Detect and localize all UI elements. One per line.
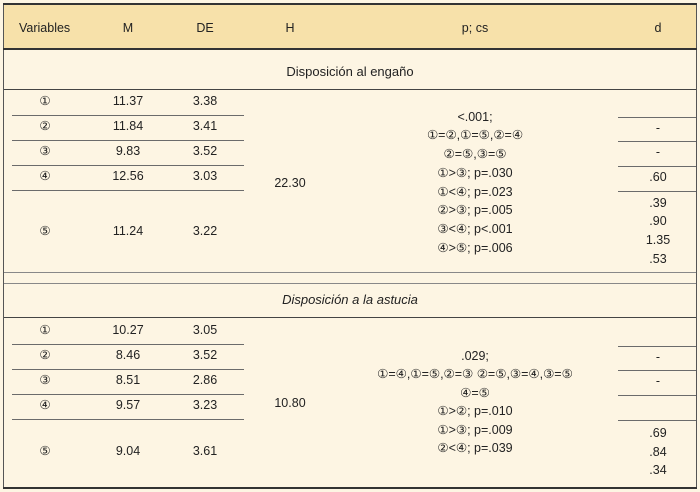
header-bottom-rule <box>3 48 697 50</box>
s1-pcs-5: ①<④; p=.023 <box>437 185 513 199</box>
s1-d-rule-3 <box>618 166 696 167</box>
s1-d-5: .90 <box>649 214 667 228</box>
section1-title: Disposición al engaño <box>286 64 414 79</box>
s2-r1-rule <box>12 344 244 345</box>
s2-r4-m: 9.57 <box>115 398 141 412</box>
s1-d-2: - <box>655 145 661 159</box>
s2-r5-var: ⑤ <box>39 444 51 458</box>
section1-title-rule <box>4 89 696 90</box>
s1-r1-de: 3.38 <box>192 94 218 108</box>
table-bottom-rule <box>3 487 697 489</box>
s1-r3-rule <box>12 165 244 166</box>
header-variables: Variables <box>19 21 71 35</box>
s1-r2-de: 3.41 <box>192 119 218 133</box>
s1-pcs-8: ④>⑤; p=.006 <box>437 241 513 255</box>
s1-r2-rule <box>12 140 244 141</box>
s1-r5-de: 3.22 <box>192 224 218 238</box>
s2-d-1: - <box>655 350 661 364</box>
s1-pcs-6: ②>③; p=.005 <box>437 203 513 217</box>
s2-r2-var: ② <box>39 348 51 362</box>
section2-top-rule <box>4 283 696 284</box>
s2-pcs-3: ④=⑤ <box>460 386 490 400</box>
s1-pcs-1: <.001; <box>457 110 493 124</box>
section2-title: Disposición a la astucia <box>282 292 418 307</box>
s1-d-7: .53 <box>649 252 667 266</box>
header-h: H <box>285 21 295 35</box>
s2-d-4: .84 <box>649 445 667 459</box>
s2-pcs-6: ②<④; p=.039 <box>437 441 513 455</box>
s1-r4-de: 3.03 <box>192 169 218 183</box>
s1-pcs-7: ③<④; p<.001 <box>437 222 513 236</box>
s2-pcs-4: ①>②; p=.010 <box>437 404 513 418</box>
s2-r2-rule <box>12 369 244 370</box>
s1-r3-m: 9.83 <box>115 144 141 158</box>
s1-d-1: - <box>655 121 661 135</box>
s1-d-rule-1 <box>618 117 696 118</box>
s1-d-rule-4 <box>618 191 696 192</box>
s2-d-rule-3 <box>618 395 696 396</box>
s2-d-rule-4 <box>618 420 696 421</box>
s2-r5-m: 9.04 <box>115 444 141 458</box>
s1-r3-de: 3.52 <box>192 144 218 158</box>
s1-r5-m: 11.24 <box>112 224 144 238</box>
s2-r2-m: 8.46 <box>115 348 141 362</box>
s2-pcs-1: .029; <box>461 349 489 363</box>
s1-pcs-2: ①=②,①=⑤,②=④ <box>426 128 524 142</box>
s1-r3-var: ③ <box>39 144 51 158</box>
s2-r3-var: ③ <box>39 373 51 387</box>
s2-d-rule-2 <box>618 370 696 371</box>
s1-pcs-3: ②=⑤,③=⑤ <box>443 147 507 161</box>
s1-r1-m: 11.37 <box>112 94 144 108</box>
header-d: d <box>654 21 662 35</box>
s2-pcs-2: ①=④,①=⑤,②=③ ②=⑤,③=④,③=⑤ <box>377 367 573 381</box>
s1-r2-var: ② <box>39 119 51 133</box>
header-de: DE <box>196 21 214 35</box>
s2-r5-de: 3.61 <box>192 444 218 458</box>
s1-h: 22.30 <box>274 176 306 190</box>
s2-r4-var: ④ <box>39 398 51 412</box>
s2-d-3: .69 <box>649 426 667 440</box>
s2-r1-m: 10.27 <box>112 323 144 337</box>
s2-d-2: - <box>655 374 661 388</box>
s1-r2-m: 11.84 <box>112 119 144 133</box>
s2-h: 10.80 <box>274 396 306 410</box>
s1-r4-m: 12.56 <box>112 169 144 183</box>
s1-r1-var: ① <box>39 94 51 108</box>
s1-r4-rule <box>12 190 244 191</box>
s1-d-6: 1.35 <box>645 233 671 247</box>
s2-d-5: .34 <box>649 463 667 477</box>
s2-r1-de: 3.05 <box>192 323 218 337</box>
s1-d-rule-2 <box>618 141 696 142</box>
s1-r5-var: ⑤ <box>39 224 51 238</box>
s2-d-rule-1 <box>618 346 696 347</box>
header-m: M <box>122 21 134 35</box>
header-top-rule <box>3 3 697 5</box>
s1-d-3: .60 <box>649 170 667 184</box>
section1-bottom-rule <box>4 272 696 273</box>
s1-pcs-4: ①>③; p=.030 <box>437 166 513 180</box>
s2-r4-rule <box>12 419 244 420</box>
s2-r1-var: ① <box>39 323 51 337</box>
s1-r1-rule <box>12 115 244 116</box>
s2-r3-de: 2.86 <box>192 373 218 387</box>
s1-d-4: .39 <box>649 196 667 210</box>
s1-r4-var: ④ <box>39 169 51 183</box>
s2-pcs-5: ①>③; p=.009 <box>437 423 513 437</box>
section2-title-rule <box>4 317 696 318</box>
s2-r3-m: 8.51 <box>115 373 141 387</box>
s2-r2-de: 3.52 <box>192 348 218 362</box>
s2-r4-de: 3.23 <box>192 398 218 412</box>
s2-r3-rule <box>12 394 244 395</box>
header-p-cs: p; cs <box>461 21 489 35</box>
